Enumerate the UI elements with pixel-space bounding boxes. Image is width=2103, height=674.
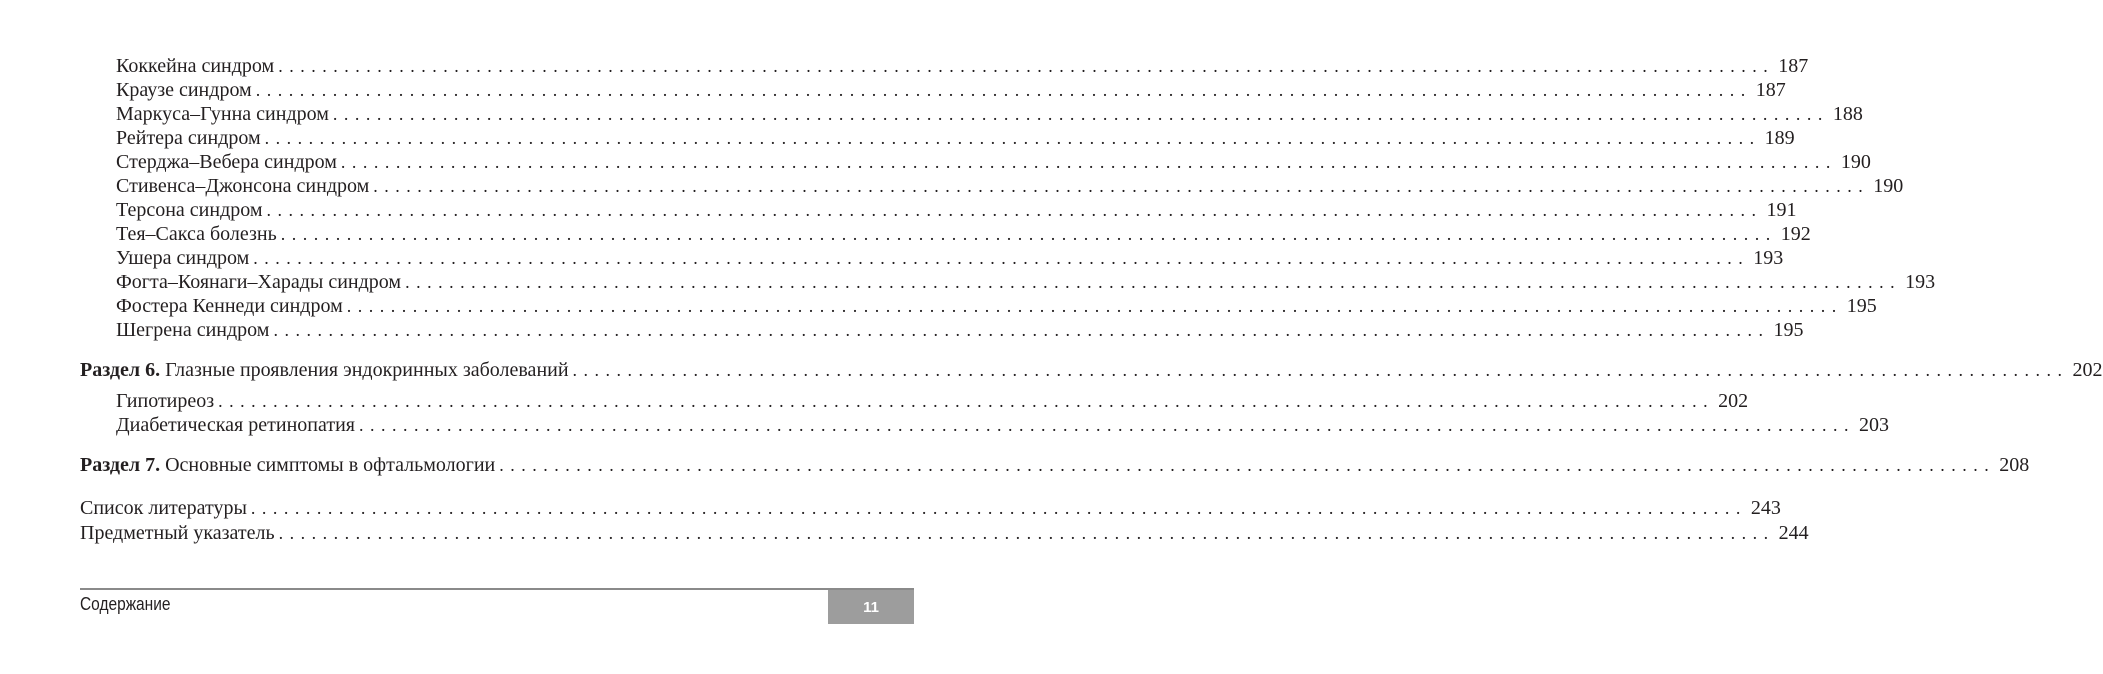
toc-section-title bbox=[80, 453, 495, 477]
toc-leader-dots: ........................................................................................................................................ bbox=[405, 272, 1902, 292]
toc-entry-title: Краузе синдром bbox=[116, 79, 252, 101]
toc-entry-page: 195 bbox=[1773, 319, 1804, 341]
section-title-text: Глазные проявления эндокринных заболеваний bbox=[165, 359, 569, 381]
toc-leader-dots: ........................................................................................................................................ bbox=[340, 152, 1837, 172]
toc-entry bbox=[116, 150, 1871, 174]
toc-entry bbox=[116, 389, 1749, 413]
toc-entry-title: Тея–Сакса болезнь bbox=[116, 223, 277, 245]
toc-leader-dots: ........................................................................................................................................ bbox=[280, 224, 1777, 244]
running-footer-label: Содержание bbox=[80, 594, 171, 614]
toc-entry-page: 190 bbox=[1840, 151, 1871, 173]
toc-entry-title: Коккейна синдром bbox=[116, 55, 275, 77]
toc-entry-title: Фогта–Коянаги–Харады синдром bbox=[116, 271, 402, 293]
toc-entry-title: Фостера Кеннеди синдром bbox=[116, 295, 343, 317]
toc-entry-title: Диабетическая ретинопатия bbox=[116, 414, 355, 436]
section-title-text: Основные симптомы в офтальмологии bbox=[165, 454, 496, 476]
toc-leader-dots: ........................................................................................................................................ bbox=[273, 320, 1770, 340]
toc-back-matter-entry bbox=[80, 496, 1781, 520]
toc-entry-title: Рейтера синдром bbox=[116, 127, 261, 149]
toc-entry-title: Предметный указатель bbox=[80, 522, 275, 544]
toc-leader-dots: ........................................................................................................................................ bbox=[499, 455, 1996, 475]
toc-leader-dots: ........................................................................................................................................ bbox=[278, 523, 1775, 543]
toc-leader-dots: ........................................................................................................................................ bbox=[218, 391, 1715, 411]
toc-entry-page: 195 bbox=[1846, 295, 1877, 317]
toc-entry bbox=[116, 102, 1863, 126]
toc-entry-title: Шегрена синдром bbox=[116, 319, 270, 341]
toc-entry-page: 192 bbox=[1780, 223, 1811, 245]
toc-section-page: 202 bbox=[2072, 359, 2103, 381]
toc-entry-title: Стерджа–Вебера синдром bbox=[116, 151, 337, 173]
toc-leader-dots: ........................................................................................................................................ bbox=[264, 128, 1761, 148]
toc-entry-page: 203 bbox=[1858, 414, 1889, 436]
toc-section-6 bbox=[80, 358, 2103, 382]
toc-entry bbox=[116, 294, 1877, 318]
toc-entry bbox=[116, 126, 1795, 150]
toc-entry bbox=[116, 54, 1809, 78]
toc-entry bbox=[116, 174, 1904, 198]
toc-entry-page: 187 bbox=[1755, 79, 1786, 101]
toc-leader-dots: ........................................................................................................................................ bbox=[250, 498, 1747, 518]
toc-section-7 bbox=[80, 453, 2030, 477]
page-number: 11 bbox=[863, 598, 879, 616]
toc-entry-title: Список литературы bbox=[80, 497, 247, 519]
toc-entry-page: 243 bbox=[1750, 497, 1781, 519]
toc-entry-page: 244 bbox=[1778, 522, 1809, 544]
toc-entry bbox=[116, 246, 1784, 270]
toc-entry-title: Маркуса–Гунна синдром bbox=[116, 103, 329, 125]
toc-leader-dots: ........................................................................................................................................ bbox=[358, 415, 1855, 435]
toc-back-matter-entry bbox=[80, 521, 1809, 545]
toc-leader-dots: ........................................................................................................................................ bbox=[253, 248, 1750, 268]
toc-entry-page: 190 bbox=[1873, 175, 1904, 197]
toc-entry-title: Ушера синдром bbox=[116, 247, 250, 269]
toc-leader-dots: ........................................................................................................................................ bbox=[373, 176, 1870, 196]
toc-leader-dots: ........................................................................................................................................ bbox=[572, 360, 2069, 380]
toc-entry-page: 188 bbox=[1832, 103, 1863, 125]
toc-entry bbox=[116, 222, 1811, 246]
toc-entry-page: 202 bbox=[1718, 390, 1749, 412]
toc-leader-dots: ........................................................................................................................................ bbox=[346, 296, 1843, 316]
toc-leader-dots: ........................................................................................................................................ bbox=[266, 200, 1763, 220]
footer-rule bbox=[80, 588, 914, 590]
toc-entry-page: 191 bbox=[1766, 199, 1797, 221]
toc-entry-page: 189 bbox=[1764, 127, 1795, 149]
toc-entry-title: Терсона синдром bbox=[116, 199, 263, 221]
toc-leader-dots: ........................................................................................................................................ bbox=[332, 104, 1829, 124]
toc-leader-dots: ........................................................................................................................................ bbox=[278, 56, 1775, 76]
toc-entry-page: 187 bbox=[1778, 55, 1809, 77]
toc-leader-dots: ........................................................................................................................................ bbox=[255, 80, 1752, 100]
section-label: Раздел 6. bbox=[80, 359, 161, 381]
toc-entry-title: Гипотиреоз bbox=[116, 390, 215, 412]
toc-entry bbox=[116, 78, 1786, 102]
toc-entry bbox=[116, 198, 1797, 222]
page-number-box bbox=[828, 590, 914, 624]
toc-section-page: 208 bbox=[1999, 454, 2030, 476]
toc-entry-page: 193 bbox=[1905, 271, 1936, 293]
toc-entry-page: 193 bbox=[1753, 247, 1784, 269]
toc-entry bbox=[116, 318, 1804, 342]
toc-entry bbox=[116, 270, 1936, 294]
toc-section-title bbox=[80, 358, 569, 382]
toc-entry-title: Стивенса–Джонсона синдром bbox=[116, 175, 370, 197]
toc-entry bbox=[116, 413, 1889, 437]
section-label: Раздел 7. bbox=[80, 454, 161, 476]
